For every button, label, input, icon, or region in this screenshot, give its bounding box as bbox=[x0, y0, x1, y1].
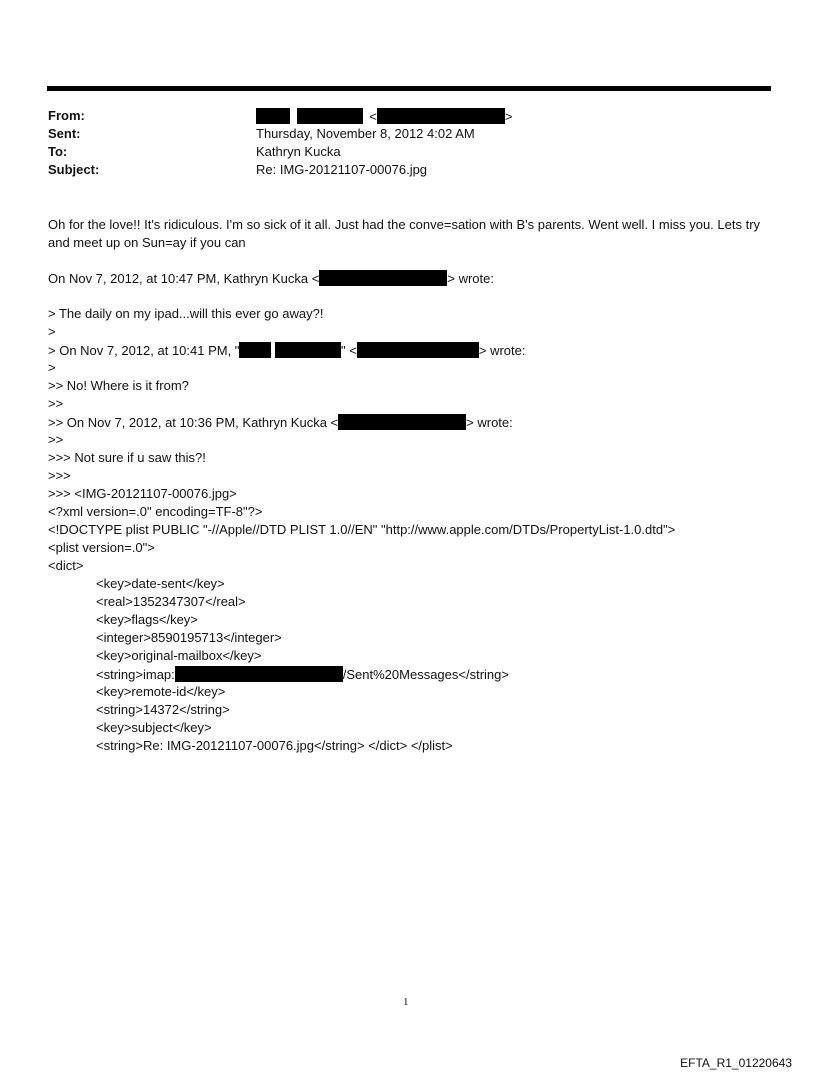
quote-line: >>> Not sure if u saw this?! bbox=[48, 450, 206, 465]
xml-line: <key>original-mailbox</key> bbox=[96, 648, 262, 663]
quote-line bbox=[48, 414, 513, 430]
document-id: EFTA_R1_01220643 bbox=[680, 1056, 792, 1070]
xml-text: /Sent%20Messages</string> bbox=[342, 667, 509, 682]
from-value bbox=[256, 108, 512, 124]
from-lt: < bbox=[369, 109, 377, 124]
quote-text: > wrote: bbox=[478, 343, 526, 358]
xml-line: <key>subject</key> bbox=[96, 720, 212, 735]
quote-text: >> On Nov 7, 2012, at 10:36 PM, Kathryn Kucka < bbox=[48, 415, 339, 430]
subject-label: Subject: bbox=[48, 162, 100, 177]
sent-label: Sent: bbox=[48, 126, 81, 141]
xml-line: <dict> bbox=[48, 558, 84, 573]
xml-line: <integer>8590195713</integer> bbox=[96, 630, 282, 645]
quote-text: > On Nov 7, 2012, at 10:41 PM, " bbox=[48, 343, 240, 358]
quote-text: > wrote: bbox=[466, 415, 513, 430]
xml-line: <key>flags</key> bbox=[96, 612, 198, 627]
xml-text: <string>imap: bbox=[96, 667, 175, 682]
from-label: From: bbox=[48, 108, 85, 123]
xml-line: <?xml version=.0" encoding=TF-8"?> bbox=[48, 504, 263, 519]
header-rule bbox=[47, 86, 771, 91]
xml-line: <plist version=.0"> bbox=[48, 540, 155, 555]
redaction-box bbox=[275, 342, 341, 358]
reply-intro-wrote: > wrote: bbox=[447, 271, 494, 286]
to-value: Kathryn Kucka bbox=[256, 144, 341, 159]
redaction-box bbox=[256, 108, 290, 124]
quote-line: >>> <IMG-20121107-00076.jpg> bbox=[48, 486, 237, 501]
quote-line: >> bbox=[48, 396, 64, 411]
redaction-box bbox=[357, 342, 479, 358]
message-paragraph: Oh for the love!! It's ridiculous. I'm so sick of it all. Just had the conve=sation with B's parents. Went well. I miss you. Lets try and meet up on Sun=ay if you can bbox=[48, 217, 761, 250]
quote-line: > The daily on my ipad...will this ever go away?! bbox=[48, 306, 324, 321]
reply-intro-line bbox=[48, 270, 494, 286]
quote-line: >> No! Where is it from? bbox=[48, 378, 189, 393]
page-number: 1 bbox=[403, 996, 409, 1008]
xml-line: <key>date-sent</key> bbox=[96, 576, 225, 591]
xml-line bbox=[96, 666, 509, 682]
reply-intro-text: On Nov 7, 2012, at 10:47 PM, Kathryn Kucka < bbox=[48, 271, 320, 286]
quote-line: > bbox=[48, 324, 56, 339]
sent-value: Thursday, November 8, 2012 4:02 AM bbox=[256, 126, 475, 141]
redaction-box bbox=[175, 666, 343, 682]
xml-line: <key>remote-id</key> bbox=[96, 684, 226, 699]
subject-value: Re: IMG-20121107-00076.jpg bbox=[256, 162, 428, 177]
redaction-box bbox=[319, 270, 447, 286]
redaction-box bbox=[377, 108, 505, 124]
quote-line: > bbox=[48, 360, 56, 375]
xml-line: <real>1352347307</real> bbox=[96, 594, 246, 609]
redaction-box bbox=[239, 342, 271, 358]
quote-line: >> bbox=[48, 432, 64, 447]
xml-line: <!DOCTYPE plist PUBLIC "-//Apple//DTD PLIST 1.0//EN" "http://www.apple.com/DTDs/PropertyList-1.0.dtd"> bbox=[48, 522, 676, 537]
redaction-box bbox=[297, 108, 363, 124]
xml-line: <string>14372</string> bbox=[96, 702, 230, 717]
xml-line: <string>Re: IMG-20121107-00076.jpg</string> </dict> </plist> bbox=[96, 738, 453, 753]
quote-text: " < bbox=[341, 343, 357, 358]
to-label: To: bbox=[48, 144, 68, 159]
redaction-box bbox=[338, 414, 466, 430]
from-gt: > bbox=[504, 109, 513, 124]
quote-line bbox=[48, 342, 525, 358]
quote-line: >>> bbox=[48, 468, 71, 483]
